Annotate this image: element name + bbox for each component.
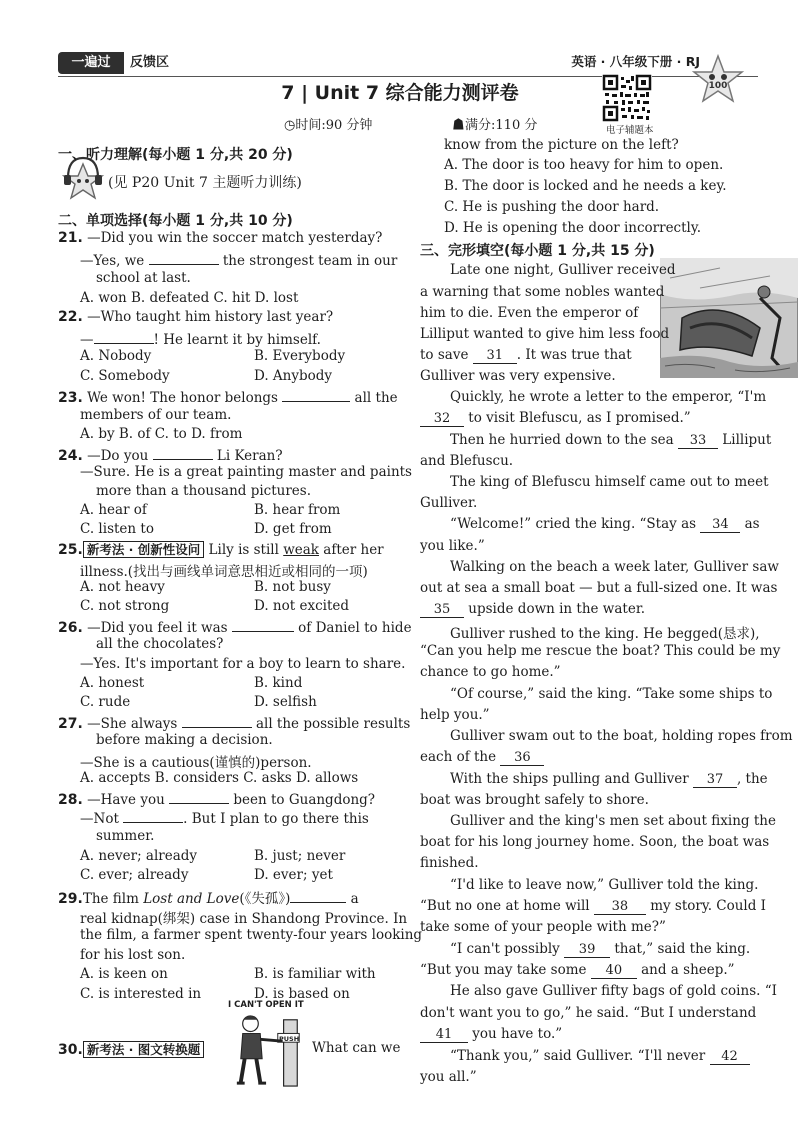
passage-line bbox=[450, 941, 750, 958]
question-number: 22. bbox=[58, 309, 83, 325]
passage-line: Quickly, he wrote a letter to the emperor, “I'm bbox=[450, 389, 767, 405]
passage-line: and Blefuscu. bbox=[420, 453, 514, 469]
text-line: real kidnap(绑架) case in Shandong Province. In bbox=[80, 911, 408, 927]
text-line: school at last. bbox=[96, 270, 191, 286]
line-text-after: ! He learnt it by himself. bbox=[153, 332, 321, 348]
question-text-after: all the bbox=[350, 390, 398, 406]
cloze-blank-34[interactable]: 34 bbox=[700, 517, 740, 533]
film-title: Lost and Love bbox=[143, 891, 240, 907]
question-line bbox=[58, 887, 359, 907]
text-line: for his lost son. bbox=[80, 947, 186, 963]
question-text-after: Li Keran? bbox=[212, 448, 283, 464]
passage-text: to save bbox=[420, 347, 473, 363]
q30-picture bbox=[228, 1000, 310, 1088]
text-line: B. hear from bbox=[254, 502, 341, 518]
tag-label-dark: 一遍过 bbox=[58, 52, 124, 74]
question-line bbox=[58, 713, 410, 732]
cloze-blank-36[interactable]: 36 bbox=[500, 750, 544, 766]
passage-text: , the bbox=[736, 771, 768, 787]
passage-line bbox=[420, 1026, 562, 1043]
passage-text: that,” said the king. bbox=[610, 941, 751, 957]
question-line bbox=[58, 540, 384, 558]
passage-line: Gulliver was very expensive. bbox=[420, 368, 616, 384]
text-line: A. honest bbox=[80, 675, 145, 691]
text-line: D. get from bbox=[254, 521, 332, 537]
text-line: the film, a farmer spent twenty-four years looking bbox=[80, 927, 423, 943]
time-label: ◷时间:90 分钟 bbox=[284, 118, 373, 133]
passage-line bbox=[450, 432, 771, 449]
underlined-word: weak bbox=[283, 542, 319, 558]
line-text: —Yes, we bbox=[80, 253, 149, 269]
question-number: 23. bbox=[58, 390, 83, 406]
question-line bbox=[58, 445, 283, 464]
answer-blank[interactable] bbox=[282, 387, 350, 402]
question-line bbox=[58, 230, 382, 246]
passage-text: each of the bbox=[420, 749, 501, 765]
answer-blank[interactable] bbox=[123, 808, 183, 823]
text-line: B. kind bbox=[254, 675, 303, 691]
q30-caption: I CAN'T OPEN IT bbox=[228, 1000, 304, 1010]
answer-blank[interactable] bbox=[232, 617, 294, 632]
question-text-after: been to Guangdong? bbox=[229, 792, 376, 808]
question-text-after: a bbox=[346, 891, 359, 907]
text-line: summer. bbox=[96, 828, 155, 844]
cloze-blank-37[interactable]: 37 bbox=[693, 772, 737, 788]
cloze-blank-40[interactable]: 40 bbox=[591, 963, 637, 979]
text-line: more than a thousand pictures. bbox=[96, 483, 312, 499]
passage-line: boat for his long journey home. Soon, the boat was bbox=[420, 834, 770, 850]
answer-blank[interactable] bbox=[169, 789, 229, 804]
answer-blank[interactable] bbox=[182, 713, 252, 728]
passage-line: C. He is pushing the door hard. bbox=[444, 199, 660, 215]
passage-line bbox=[450, 1048, 750, 1065]
passage-text: . It was true that bbox=[516, 347, 632, 363]
cloze-blank-41[interactable]: 41 bbox=[420, 1027, 468, 1043]
text-line: A. never; already bbox=[80, 848, 198, 864]
passage-line: a warning that some nobles wanted bbox=[420, 284, 665, 300]
score-label: ☗满分:110 分 bbox=[452, 118, 538, 133]
question-number: 27. bbox=[58, 716, 83, 732]
passage-text: and a sheep.” bbox=[636, 962, 735, 978]
mascot-label: 100 bbox=[708, 81, 728, 91]
time-text: 时间:90 分钟 bbox=[295, 118, 373, 133]
question-text-after: all the possible results bbox=[251, 716, 411, 732]
passage-line: don't want you to go,” he said. “But I understand bbox=[420, 1005, 757, 1021]
cloze-blank-42[interactable]: 42 bbox=[710, 1049, 750, 1065]
page-title: 7 | Unit 7 综合能力测评卷 bbox=[281, 82, 519, 104]
passage-line: Gulliver. bbox=[420, 495, 478, 511]
passage-line: Walking on the beach a week later, Gulliver saw bbox=[450, 559, 779, 575]
cloze-blank-35[interactable]: 35 bbox=[420, 602, 464, 618]
passage-line: “I'd like to leave now,” Gulliver told the king. bbox=[450, 877, 759, 893]
text-line: C. Somebody bbox=[80, 368, 170, 384]
score-text: 满分:110 分 bbox=[465, 118, 538, 133]
subject-label: 英语 · 八年级下册 · RJ bbox=[571, 54, 700, 69]
passage-line: boat was brought safely to shore. bbox=[420, 792, 649, 808]
passage-line: B. The door is locked and he needs a key. bbox=[444, 178, 727, 194]
text-line: illness.(找出与画线单词意思相近或相同的一项) bbox=[80, 564, 368, 580]
passage-line bbox=[450, 771, 768, 788]
text-line: A. won B. defeated C. hit D. lost bbox=[80, 290, 299, 306]
passage-text: upside down in the water. bbox=[464, 601, 646, 617]
text-line: (见 P20 Unit 7 主题听力训练) bbox=[108, 175, 302, 191]
text-line: C. rude bbox=[80, 694, 131, 710]
question-line bbox=[58, 387, 398, 406]
question-type-badge: 新考法 · 图文转换题 bbox=[83, 1041, 204, 1058]
text-line: before making a decision. bbox=[96, 732, 273, 748]
text-line: D. not excited bbox=[254, 598, 350, 614]
tag-label-light: 反馈区 bbox=[130, 55, 170, 70]
question-number: 29. bbox=[58, 891, 83, 907]
passage-text: With the ships pulling and Gulliver bbox=[450, 771, 693, 787]
question-text: We won! The honor belongs bbox=[87, 390, 283, 406]
passage-line: Late one night, Gulliver received bbox=[450, 262, 676, 278]
answer-blank[interactable] bbox=[290, 888, 346, 903]
question-text: —Did you win the soccer match yesterday? bbox=[87, 230, 383, 246]
text-line: A. accepts B. considers C. asks D. allows bbox=[80, 770, 359, 786]
text-line: D. Anybody bbox=[254, 368, 333, 384]
passage-line: A. The door is too heavy for him to open. bbox=[444, 157, 724, 173]
passage-line: “Of course,” said the king. “Take some ships to bbox=[450, 686, 773, 702]
passage-line: you like.” bbox=[420, 538, 485, 554]
answer-blank[interactable] bbox=[153, 445, 213, 460]
question-line bbox=[58, 1040, 204, 1058]
question-text: —Do you bbox=[87, 448, 153, 464]
text-line: B. is familiar with bbox=[254, 966, 376, 982]
question-text: —Have you bbox=[87, 792, 170, 808]
passage-line bbox=[450, 516, 760, 533]
passage-line: Gulliver and the king's men set about fixing the bbox=[450, 813, 776, 829]
question-text-after: of Daniel to hide bbox=[293, 620, 412, 636]
text-line: A. hear of bbox=[80, 502, 147, 518]
passage-line: He also gave Gulliver fifty bags of gold coins. “I bbox=[450, 983, 777, 999]
qr-code-icon[interactable] bbox=[602, 74, 652, 122]
passage-text: as bbox=[740, 516, 760, 532]
passage-text: Lilliput bbox=[718, 432, 772, 448]
question-number: 21. bbox=[58, 230, 83, 246]
passage-line: chance to go home.” bbox=[420, 664, 561, 680]
text-line: A. is keen on bbox=[80, 966, 168, 982]
passage-line: out at sea a small boat — but a full-sized one. It was bbox=[420, 580, 778, 596]
question-type-badge: 新考法 · 创新性设问 bbox=[83, 541, 204, 558]
text-line: B. Everybody bbox=[254, 348, 346, 364]
qr-caption: 电子辅题本 bbox=[606, 125, 654, 136]
cloze-blank-32[interactable]: 32 bbox=[420, 411, 464, 427]
line-text: —Not bbox=[80, 811, 124, 827]
passage-line: Gulliver swam out to the boat, holding ropes from bbox=[450, 728, 793, 744]
passage-line: take some of your people with me?” bbox=[420, 919, 666, 935]
passage-text: to visit Blefuscu, as I promised.” bbox=[464, 410, 691, 426]
question-line bbox=[58, 309, 333, 325]
text-line: D. ever; yet bbox=[254, 867, 333, 883]
push-sign: PUSH bbox=[279, 1035, 300, 1043]
question-number: 30. bbox=[58, 1042, 83, 1058]
passage-line bbox=[420, 962, 735, 979]
text-line: C. not strong bbox=[80, 598, 170, 614]
film-title-cn: (《失孤》) bbox=[239, 891, 291, 907]
question-text: —Who taught him history last year? bbox=[87, 309, 334, 325]
passage-line: The king of Blefuscu himself came out to meet bbox=[450, 474, 769, 490]
question-number: 25. bbox=[58, 542, 83, 558]
gulliver-boat-illustration bbox=[660, 258, 798, 378]
text-line bbox=[80, 250, 397, 269]
line-text: — bbox=[80, 332, 94, 348]
question-line bbox=[58, 617, 412, 636]
cloze-blank-38[interactable]: 38 bbox=[594, 899, 646, 915]
text-line: C. listen to bbox=[80, 521, 154, 537]
text-line: members of our team. bbox=[80, 407, 232, 423]
line-text-after: the strongest team in our bbox=[218, 253, 398, 269]
cloze-blank-31[interactable]: 31 bbox=[473, 348, 517, 364]
text-line bbox=[80, 808, 369, 827]
text-line: —Sure. He is a great painting master and paints bbox=[80, 464, 412, 480]
passage-text: “But no one at home will bbox=[420, 898, 594, 914]
question-text: —Did you feel it was bbox=[87, 620, 232, 636]
passage-line: finished. bbox=[420, 855, 479, 871]
passage-text: you have to.” bbox=[468, 1026, 563, 1042]
cloze-blank-39[interactable]: 39 bbox=[564, 942, 610, 958]
answer-blank[interactable] bbox=[94, 329, 154, 344]
passage-line: him to die. Even the emperor of bbox=[420, 305, 639, 321]
question-number: 24. bbox=[58, 448, 83, 464]
passage-line: you all.” bbox=[420, 1069, 477, 1085]
text-line: all the chocolates? bbox=[96, 636, 224, 652]
question-text: The film bbox=[82, 891, 144, 907]
question-number: 26. bbox=[58, 620, 83, 636]
passage-text: “But you may take some bbox=[420, 962, 591, 978]
text-line: A. by B. of C. to D. from bbox=[80, 426, 243, 442]
passage-text: “Welcome!” cried the king. “Stay as bbox=[450, 516, 701, 532]
header-rule bbox=[58, 76, 758, 77]
passage-text: my story. Could I bbox=[645, 898, 767, 914]
question-number: 28. bbox=[58, 792, 83, 808]
text-line: B. not busy bbox=[254, 579, 331, 595]
question-text: Lily is still weak after her bbox=[204, 542, 384, 558]
text-line: —She is a cautious(谨慎的)person. bbox=[80, 755, 312, 771]
text-line: A. Nobody bbox=[80, 348, 152, 364]
text-line: B. just; never bbox=[254, 848, 346, 864]
text-line: C. is interested in bbox=[80, 986, 202, 1002]
passage-line bbox=[420, 749, 544, 766]
section-heading: 一、听力理解(每小题 1 分,共 20 分) bbox=[58, 147, 293, 163]
passage-line: Gulliver rushed to the king. He begged(恳求), bbox=[450, 626, 760, 642]
passage-line bbox=[420, 898, 766, 915]
passage-line: help you.” bbox=[420, 707, 490, 723]
text-line: D. is based on bbox=[254, 986, 350, 1002]
question-text: —She always bbox=[87, 716, 182, 732]
passage-text: “I can't possibly bbox=[450, 941, 565, 957]
cloze-blank-33[interactable]: 33 bbox=[678, 433, 718, 449]
section-tag bbox=[58, 52, 196, 74]
section-heading: 二、单项选择(每小题 1 分,共 10 分) bbox=[58, 213, 293, 229]
text-line: C. ever; already bbox=[80, 867, 189, 883]
text-line: D. selfish bbox=[254, 694, 317, 710]
text-line: A. not heavy bbox=[80, 579, 165, 595]
passage-text: “Thank you,” said Gulliver. “I'll never bbox=[450, 1048, 710, 1064]
text-line: —Yes. It's important for a boy to learn to share. bbox=[80, 656, 406, 672]
answer-blank[interactable] bbox=[149, 250, 219, 265]
passage-text: Then he hurried down to the sea bbox=[450, 432, 678, 448]
passage-line: D. He is opening the door incorrectly. bbox=[444, 220, 701, 236]
text-line bbox=[80, 329, 321, 348]
line-text-after: . But I plan to go there this bbox=[183, 811, 369, 827]
passage-line bbox=[420, 347, 632, 364]
section-heading: 三、完形填空(每小题 1 分,共 15 分) bbox=[420, 243, 655, 259]
passage-line: know from the picture on the left? bbox=[444, 137, 679, 153]
passage-line: Lilliput wanted to give him less food bbox=[420, 326, 670, 342]
passage-line: “Can you help me rescue the boat? This could be my bbox=[420, 643, 781, 659]
passage-line bbox=[420, 410, 691, 427]
text-line: What can we bbox=[312, 1040, 401, 1056]
boy-door-illustration bbox=[228, 1012, 310, 1088]
passage-line bbox=[420, 601, 645, 618]
question-line bbox=[58, 789, 375, 808]
